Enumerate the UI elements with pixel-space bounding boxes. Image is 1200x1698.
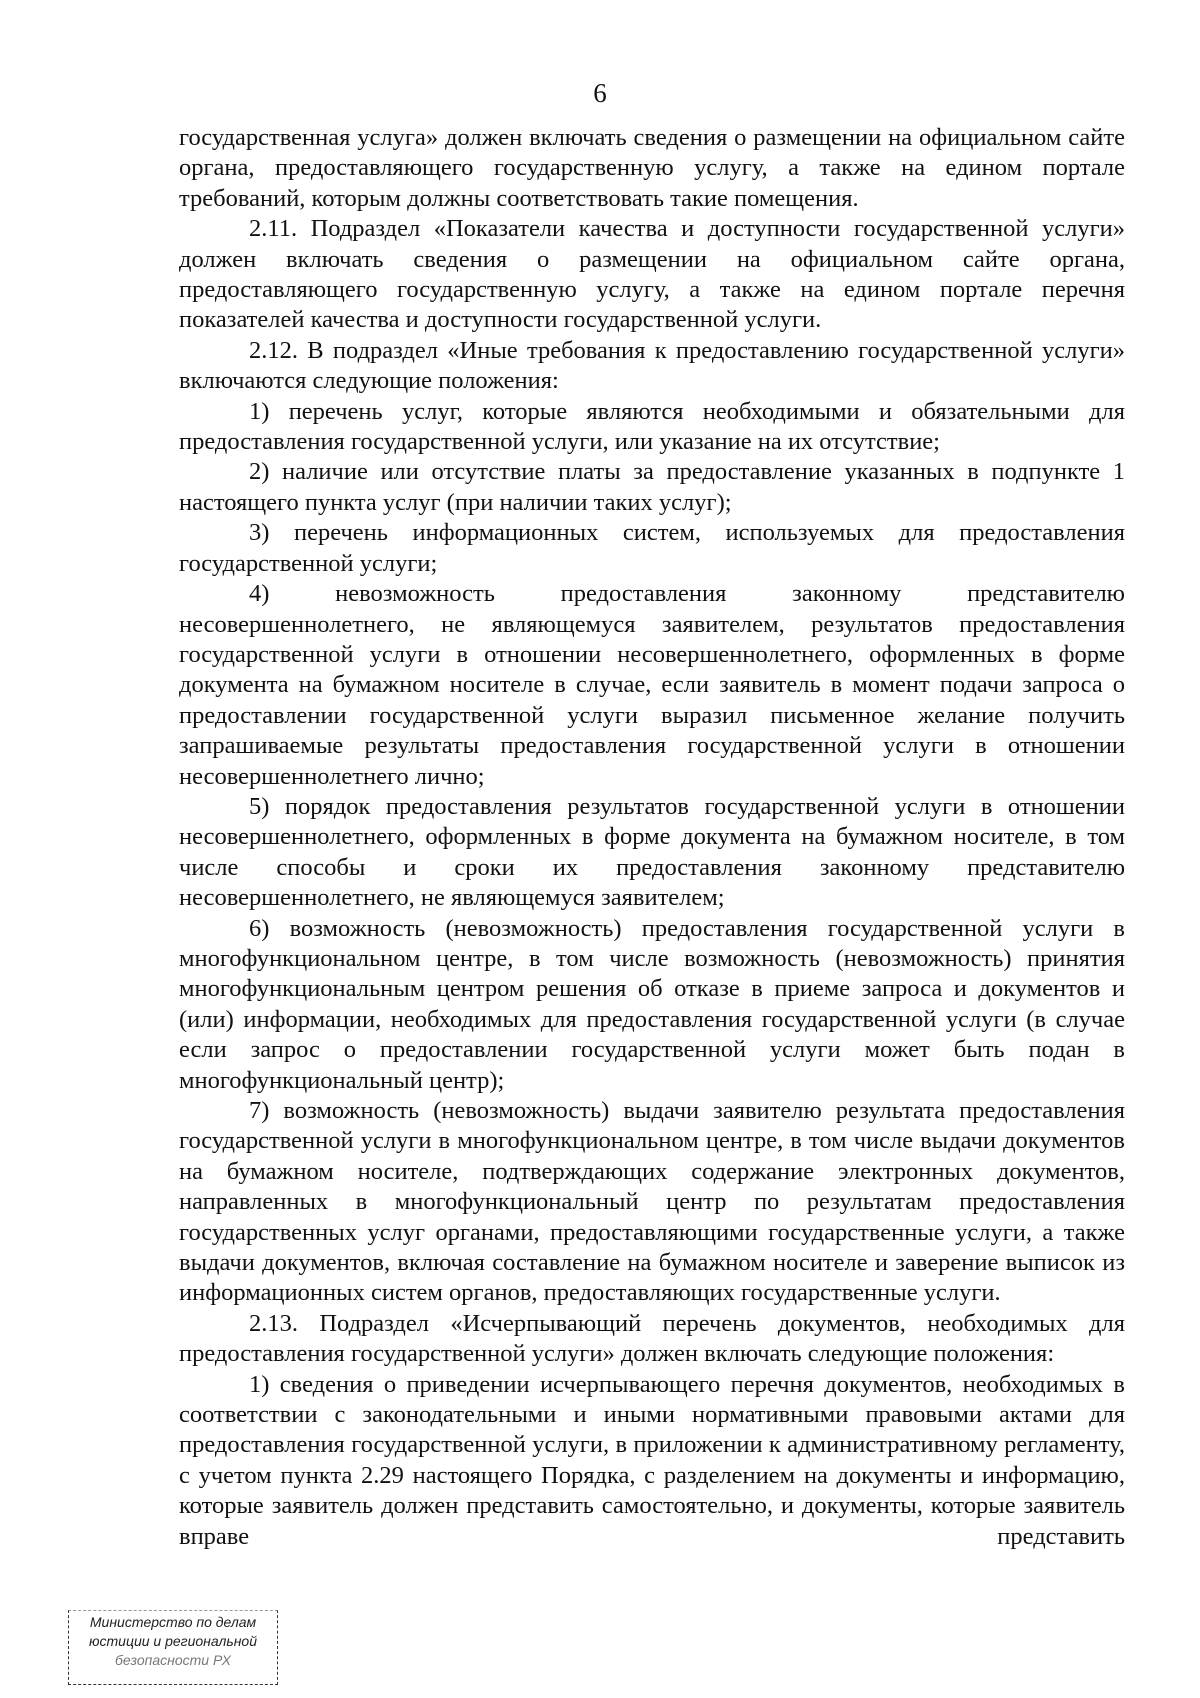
list-item-3: 3) перечень информационных систем, используемых для предоставления государственной услуги;: [179, 519, 1125, 577]
list-item-2-13-1: 1) сведения о приведении исчерпывающего перечня документов, необходимых в соответствии с законодательными и иными нормативными правовыми актами для предоставления государственной услуги, в приложении к административному регламенту, с учетом пункта 2.29 настоящего Порядка, с разделением на документы и информацию, которые заявитель должен представить самостоятельно, и документы, которые заявитель вправе представить: [179, 1370, 1125, 1550]
document-body: [179, 123, 1125, 1552]
list-item-4: 4) невозможность предоставления законному представителю несовершеннолетнего, не являющемуся заявителем, результатов предоставления государственной услуги в отношении несовершеннолетнего, оформленных в форме документа на бумажном носителе в случае, если заявитель в момент подачи запроса о предоставлении государственной услуги выразил письменное желание получить запрашиваемые результаты предоставления государственной услуги в отношении несовершеннолетнего лично;: [179, 580, 1125, 790]
ministry-stamp: [68, 1610, 278, 1685]
paragraph-continuation: государственная услуга» должен включать сведения о размещении на официальном сайте органа, предоставляющего государственную услугу, а также на едином портале требований, которым должны соответствовать такие помещения.: [179, 124, 1125, 212]
paragraph-2-12: 2.12. В подраздел «Иные требования к предоставлению государственной услуги» включаются следующие положения:: [179, 336, 1125, 395]
paragraph-2-13: 2.13. Подраздел «Исчерпывающий перечень документов, необходимых для предоставления государственной услуги» должен включать следующие положения:: [179, 1309, 1125, 1368]
page-number: 6: [593, 78, 607, 108]
list-item-5: 5) порядок предоставления результатов государственной услуги в отношении несовершеннолетнего, оформленных в форме документа на бумажном носителе, в том числе способы и сроки их предоставления законному представителю несовершеннолетнего, не являющемуся заявителем;: [179, 792, 1125, 912]
list-item-7: 7) возможность (невозможность) выдачи заявителю результата предоставления государственной услуги в многофункциональном центре, в том числе выдачи документов на бумажном носителе, подтверждающих содержание электронных документов, направленных в многофункциональный центр по результатам предоставления государственных услуг органами, предоставляющими государственные услуги, а также выдачи документов, включая составление на бумажном носителе и заверение выписок из информационных систем органов, предоставляющих государственные услуги.: [179, 1097, 1125, 1307]
stamp-line-1: Министерство по делам: [89, 1614, 257, 1630]
list-item-1: 1) перечень услуг, которые являются необходимыми и обязательными для предоставления государственной услуги, или указание на их отсутствие;: [179, 397, 1125, 456]
stamp-line-2: юстиции и региональной: [88, 1633, 258, 1649]
stamp-line-3: безопасности РХ: [114, 1652, 231, 1668]
list-item-2: 2) наличие или отсутствие платы за предоставление указанных в подпункте 1 настоящего пункта услуг (при наличии таких услуг);: [179, 458, 1125, 516]
paragraph-2-11: 2.11. Подраздел «Показатели качества и доступности государственной услуги» должен включать сведения о размещении на официальном сайте органа, предоставляющего государственную услугу, а также на едином портале перечня показателей качества и доступности государственной услуги.: [179, 215, 1125, 334]
list-item-6: 6) возможность (невозможность) предоставления государственной услуги в многофункциональном центре, в том числе возможность (невозможность) принятия многофункциональным центром решения об отказе в приеме запроса и документов и (или) информации, необходимых для предоставления государственной услуги (в случае если запрос о предоставлении государственной услуги может быть подан в многофункциональный центр);: [179, 914, 1125, 1094]
